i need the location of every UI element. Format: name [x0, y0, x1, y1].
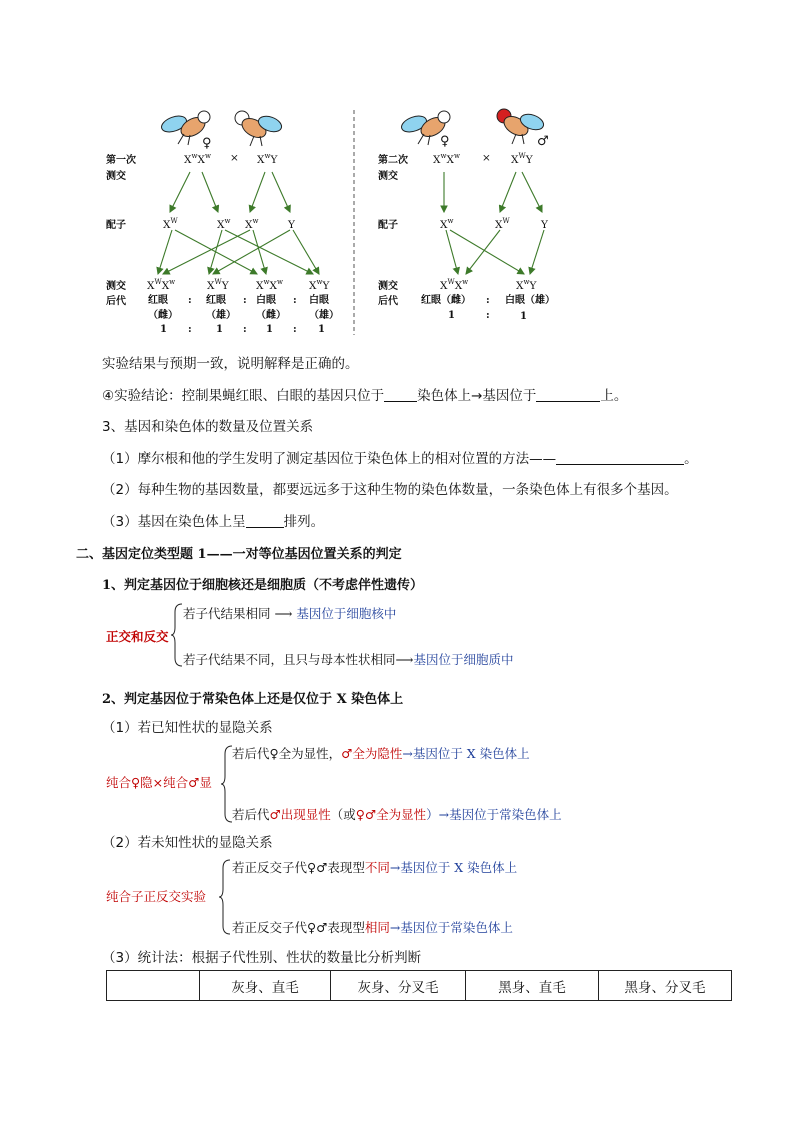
- paragraph-3: （3）基因在染色体上呈 排列。: [102, 514, 325, 530]
- gamete: $X^w$: [245, 217, 259, 231]
- ratio-colon: :: [188, 295, 192, 306]
- question-2: （2）若未知性状的显隐关系: [102, 835, 273, 851]
- statistics-table: [106, 970, 732, 1001]
- fill-blank: [246, 515, 284, 528]
- subheading-1: 1、判定基因位于细胞核还是细胞质（不考虑伴性遗传）: [102, 578, 424, 593]
- row-label-offspring-2: 测交: [378, 281, 398, 292]
- offspring-genotype: $X^wX^w$: [256, 278, 283, 292]
- result-sentence: 实验结果与预期一致，说明解释是正确的。: [102, 356, 359, 372]
- diagram-divider: [350, 110, 358, 335]
- ratio-value: 1: [318, 324, 325, 335]
- section-heading-3: 3、基因和染色体的数量及位置关系: [102, 419, 314, 435]
- row-label-cross-2b: 测交: [378, 171, 398, 182]
- row-label-cross-2: 第二次: [378, 155, 408, 166]
- offspring-genotype: $X^wY$: [516, 278, 537, 292]
- ratio-colon: :: [293, 295, 297, 306]
- cross-arrows-right: [420, 160, 570, 280]
- question-1: （1）若已知性状的显隐关系: [102, 720, 273, 736]
- left-brace-icon: [218, 858, 232, 936]
- fill-blank: [384, 389, 417, 402]
- offspring-phenotype: 红眼: [148, 295, 168, 306]
- parent-male-genotype: $X^wY$: [257, 152, 278, 166]
- row-label-cross-1b: 测交: [106, 171, 126, 182]
- brace-1-bottom: 若子代结果不同，且只与母本性状相同⟶基因位于细胞质中: [183, 652, 514, 667]
- ratio-value: 1: [216, 324, 223, 335]
- ratio-colon: :: [486, 295, 490, 306]
- left-brace-icon: [170, 602, 184, 668]
- offspring-phenotype: 红眼（雌）: [421, 295, 471, 306]
- gamete: $X^W$: [495, 217, 510, 231]
- ratio-colon: :: [243, 295, 247, 306]
- brace-label-known-dominance: 纯合♀隐×纯合♂显: [106, 775, 212, 790]
- parent-male-genotype-2: $X^WY$: [511, 152, 533, 166]
- female-symbol: ♀: [202, 136, 212, 151]
- brace-3-bottom: 若正反交子代♀♂表现型相同→基因位于常染色体上: [232, 920, 513, 935]
- offspring-phenotype: 白眼: [309, 295, 329, 306]
- brace-label-reciprocal-cross: 正交和反交: [106, 629, 169, 644]
- brace-1-top: 若子代结果相同 ⟶ 基因位于细胞核中: [183, 606, 397, 621]
- question-3: （3）统计法：根据子代性别、性状的数量比分析判断: [102, 950, 422, 966]
- offspring-sex: （雄）: [309, 310, 339, 321]
- ratio-value: 1: [266, 324, 273, 335]
- gamete: $X^w$: [440, 217, 454, 231]
- row-label-offspring-2b: 后代: [378, 296, 398, 307]
- offspring-genotype: $X^WX^w$: [440, 278, 469, 292]
- ratio-colon: :: [486, 310, 490, 321]
- ratio-colon: :: [243, 324, 247, 335]
- paragraph-2: （2）每种生物的基因数量，都要远远多于这种生物的染色体数量，一条染色体上有很多个基因。: [102, 482, 678, 498]
- table-header-cell: 灰身、直毛: [200, 971, 331, 1001]
- brace-label-unknown-dominance: 纯合子正反交实验: [106, 889, 207, 904]
- table-header-cell: [107, 971, 200, 1001]
- offspring-phenotype: 白眼: [256, 295, 276, 306]
- offspring-sex: （雌）: [256, 310, 286, 321]
- subheading-2: 2、判定基因位于常染色体上还是仅位于 X 染色体上: [102, 692, 404, 707]
- offspring-phenotype: 红眼: [206, 295, 226, 306]
- fill-blank: [536, 389, 600, 402]
- offspring-genotype: $X^wY$: [309, 278, 330, 292]
- ratio-value: 1: [160, 324, 167, 335]
- cross-symbol: ×: [230, 152, 239, 164]
- row-label-offspring: 测交: [106, 281, 126, 292]
- paragraph-1: （1）摩尔根和他的学生发明了测定基因位于染色体上的相对位置的方法—— 。: [102, 451, 698, 467]
- row-label-gametes: 配子: [106, 220, 126, 231]
- section-heading-2: 二、基因定位类型题 1——一对等位基因位置关系的判定: [76, 547, 402, 562]
- table-header-cell: 黑身、直毛: [466, 971, 599, 1001]
- fill-blank: [556, 452, 684, 465]
- brace-2-bottom: 若后代♂出现显性（或♀♂全为显性）→基因位于常染色体上: [232, 807, 562, 822]
- ratio-colon: :: [293, 324, 297, 335]
- gamete: Y: [541, 219, 548, 231]
- gamete: $X^w$: [217, 217, 231, 231]
- row-label-cross-1: 第一次: [106, 155, 136, 166]
- offspring-sex: （雌）: [148, 310, 178, 321]
- offspring-sex: （雄）: [206, 310, 236, 321]
- parent-female-genotype: $X^wX^w$: [184, 152, 211, 166]
- table-header-cell: 灰身、分叉毛: [331, 971, 466, 1001]
- ratio-colon: :: [188, 324, 192, 335]
- gamete: Y: [288, 219, 295, 231]
- offspring-genotype: $X^WX^w$: [147, 278, 176, 292]
- ratio-value: 1: [448, 310, 455, 321]
- cross-arrows-left: [100, 100, 350, 340]
- conclusion-line: ④实验结论：控制果蝇红眼、白眼的基因只位于 染色体上→基因位于 上。: [102, 388, 628, 404]
- table-header-cell: 黑身、分叉毛: [599, 971, 732, 1001]
- row-label-gametes-2: 配子: [378, 220, 398, 231]
- parent-female-genotype-2: $X^wX^w$: [433, 152, 460, 166]
- offspring-phenotype: 白眼（雄）: [505, 295, 555, 306]
- ratio-value: 1: [520, 311, 527, 322]
- table-header-row: [107, 971, 732, 1001]
- gamete: $X^W$: [163, 217, 178, 231]
- female-symbol-2: ♀: [440, 134, 450, 149]
- brace-3-top: 若正反交子代♀♂表现型不同→基因位于 X 染色体上: [232, 860, 518, 875]
- cross-symbol-2: ×: [482, 152, 491, 164]
- row-label-offspring-b: 后代: [106, 296, 126, 307]
- male-symbol-2: ♂: [537, 134, 549, 149]
- offspring-genotype: $X^WY$: [207, 278, 229, 292]
- brace-2-top: 若后代♀全为显性，♂全为隐性→基因位于 X 染色体上: [232, 746, 530, 761]
